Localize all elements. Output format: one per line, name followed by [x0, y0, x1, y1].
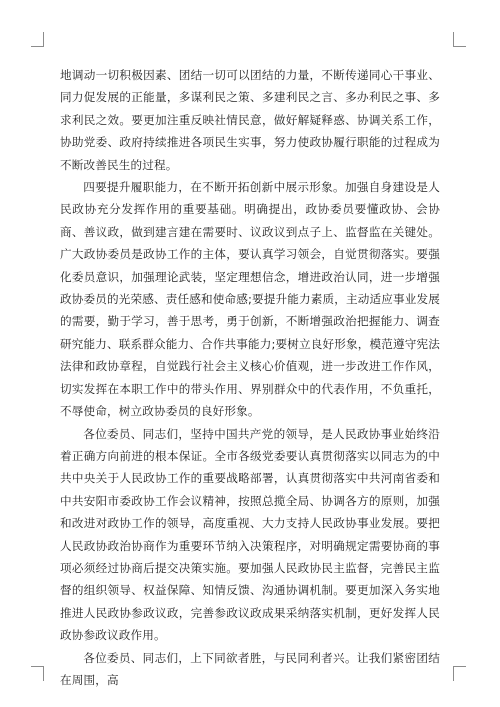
crop-mark-top-right: [453, 32, 466, 47]
paragraph-party-leadership: 各位委员、同志们，坚持中国共产党的领导，是人民政协事业始终沿着正确方向前进的根本保证。全市各级党委要认真贯彻落实以同志为的中共中央关于人民政协工作的重要战略部署，认真贯彻落实中共河南省委和中共安阳市委政协工作会议精神，按照总揽全局、协调各方的原则，加强和改进对政协工作的领导，高度重视、大力支持人民政协事业发展。要把人民政协政治协商作为重要环节纳入决策程序，对明确规定需要协商的事项必须经过协商后提交决策实施。要加强人民政协民主监督，完善民主监督的组织领导、权益保障、知情反馈、沟通协调机制。要更加深入务实地推进人民政协参政议政，完善参政议政成果采纳落实机制，更好发挥人民政协参政议政作用。: [60, 426, 440, 643]
paragraph-continued: 地调动一切积极因素、团结一切可以团结的力量，不断传递同心干事业、同力促发展的正能量，多谋利民之策、多建利民之言、多办利民之事、多求利民之效。要更加注重反映社情民意，做好解疑释惑、协调关系工作，协助党委、政府持续推进各项民生实事，努力使政协履行职能的过程成为不断改善民生的过程。: [60, 68, 440, 172]
crop-mark-bottom-right: [453, 666, 466, 681]
crop-mark-top-left: [31, 32, 44, 47]
paragraph-fourth-requirement: 四要提升履职能力，在不断开拓创新中展示形象。加强自身建设是人民政协充分发挥作用的重要基础。明确提出，政协委员要懂政协、会协商、善议政，做到建言建在需要时、议政议到点子上、监督监在关键处。广大政协委员是政协工作的主体，要认真学习领会，自觉贯彻落实。要强化委员意识，加强理论武装，坚定理想信念，增进政治认同，进一步增强政协委员的光荣感、责任感和使命感;要提升能力素质，主动适应事业发展的需要，勤于学习，善于思考，勇于创新，不断增强政治把握能力、调查研究能力、联系群众能力、合作共事能力;要树立良好形象，模范遵守宪法法律和政协章程，自觉践行社会主义核心价值观，进一步改进工作作风，切实发挥在本职工作中的带头作用、界别群众中的代表作用，不负重托，不辱使命，树立政协委员的良好形象。: [60, 180, 440, 419]
crop-mark-bottom-left: [31, 666, 44, 681]
document-body: [60, 64, 440, 691]
paragraph-closing: 各位委员、同志们，上下同欲者胜，与民同利者兴。让我们紧密团结在周围，高: [60, 650, 440, 687]
